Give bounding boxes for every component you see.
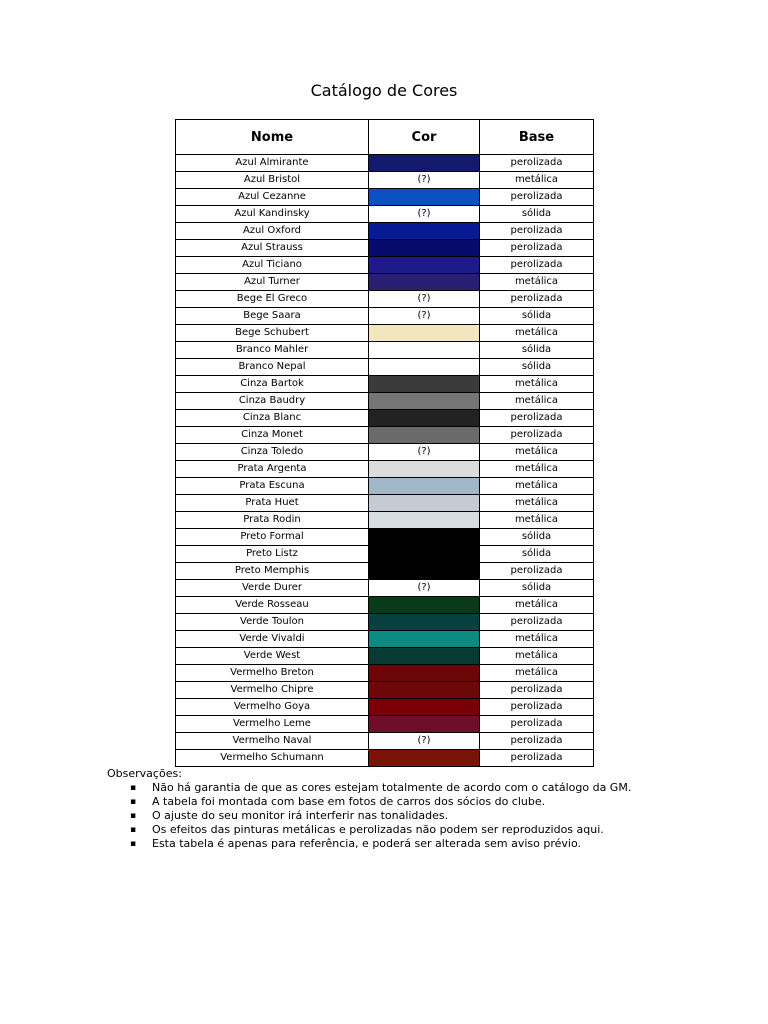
table-row	[176, 257, 594, 274]
table-row	[176, 325, 594, 342]
color-name-cell: Prata Huet	[176, 495, 369, 512]
base-type-cell: sólida	[480, 206, 594, 223]
color-name-cell: Azul Turner	[176, 274, 369, 291]
color-swatch-cell: (?)	[369, 444, 480, 461]
color-name-cell: Azul Bristol	[176, 172, 369, 189]
color-swatch-cell	[369, 716, 480, 733]
base-type-cell: metálica	[480, 631, 594, 648]
table-row	[176, 580, 594, 597]
color-name-cell: Verde Vivaldi	[176, 631, 369, 648]
color-swatch-cell	[369, 648, 480, 665]
table-row	[176, 631, 594, 648]
color-swatch-cell	[369, 189, 480, 206]
note-item: ▪ Esta tabela é apenas para referência, e poderá ser alterada sem aviso prévio.	[152, 837, 727, 851]
color-name-cell: Prata Rodin	[176, 512, 369, 529]
base-type-cell: perolizada	[480, 410, 594, 427]
color-name-cell: Branco Mahler	[176, 342, 369, 359]
color-swatch-cell: (?)	[369, 291, 480, 308]
table-row	[176, 359, 594, 376]
color-name-cell: Vermelho Schumann	[176, 750, 369, 767]
table-row	[176, 665, 594, 682]
color-name-cell: Preto Formal	[176, 529, 369, 546]
color-name-cell: Branco Nepal	[176, 359, 369, 376]
table-row	[176, 699, 594, 716]
color-swatch-cell	[369, 393, 480, 410]
color-swatch-cell	[369, 546, 480, 563]
note-item: ▪ O ajuste do seu monitor irá interferir nas tonalidades.	[152, 809, 727, 823]
color-name-cell: Bege Schubert	[176, 325, 369, 342]
base-type-cell: metálica	[480, 172, 594, 189]
color-name-cell: Verde Toulon	[176, 614, 369, 631]
color-swatch-cell	[369, 750, 480, 767]
color-name-cell: Vermelho Goya	[176, 699, 369, 716]
base-type-cell: metálica	[480, 597, 594, 614]
color-name-cell: Cinza Toledo	[176, 444, 369, 461]
color-swatch-cell	[369, 665, 480, 682]
color-swatch-cell	[369, 325, 480, 342]
color-swatch-cell	[369, 359, 480, 376]
notes-list	[107, 781, 727, 851]
base-type-cell: sólida	[480, 529, 594, 546]
color-swatch-cell	[369, 495, 480, 512]
table-row	[176, 342, 594, 359]
base-type-cell: metálica	[480, 495, 594, 512]
color-swatch-cell	[369, 427, 480, 444]
table-header-row	[176, 120, 594, 155]
base-type-cell: perolizada	[480, 189, 594, 206]
table-row	[176, 206, 594, 223]
color-name-cell: Verde Rosseau	[176, 597, 369, 614]
color-swatch-cell	[369, 274, 480, 291]
page-title: Catálogo de Cores	[310, 81, 458, 100]
color-swatch-cell	[369, 342, 480, 359]
color-name-cell: Azul Ticiano	[176, 257, 369, 274]
base-type-cell: perolizada	[480, 682, 594, 699]
color-catalog-table	[175, 119, 594, 767]
color-name-cell: Prata Argenta	[176, 461, 369, 478]
table-row	[176, 444, 594, 461]
table-row	[176, 291, 594, 308]
table-row	[176, 223, 594, 240]
table-row	[176, 529, 594, 546]
color-name-cell: Vermelho Naval	[176, 733, 369, 750]
base-type-cell: perolizada	[480, 257, 594, 274]
header-base: Base	[480, 120, 594, 155]
base-type-cell: sólida	[480, 342, 594, 359]
base-type-cell: perolizada	[480, 223, 594, 240]
base-type-cell: metálica	[480, 376, 594, 393]
base-type-cell: metálica	[480, 274, 594, 291]
color-name-cell: Azul Kandinsky	[176, 206, 369, 223]
color-swatch-cell	[369, 240, 480, 257]
base-type-cell: perolizada	[480, 563, 594, 580]
base-type-cell: metálica	[480, 461, 594, 478]
header-cor: Cor	[369, 120, 480, 155]
table-row	[176, 750, 594, 767]
color-swatch-cell	[369, 376, 480, 393]
color-name-cell: Azul Almirante	[176, 155, 369, 172]
base-type-cell: metálica	[480, 512, 594, 529]
color-name-cell: Azul Oxford	[176, 223, 369, 240]
notes-section	[107, 767, 727, 851]
base-type-cell: metálica	[480, 648, 594, 665]
color-swatch-cell: (?)	[369, 172, 480, 189]
color-swatch-cell	[369, 699, 480, 716]
color-swatch-cell: (?)	[369, 308, 480, 325]
color-swatch-cell	[369, 155, 480, 172]
color-name-cell: Vermelho Chipre	[176, 682, 369, 699]
base-type-cell: perolizada	[480, 614, 594, 631]
color-name-cell: Vermelho Breton	[176, 665, 369, 682]
base-type-cell: perolizada	[480, 699, 594, 716]
color-name-cell: Preto Listz	[176, 546, 369, 563]
base-type-cell: perolizada	[480, 750, 594, 767]
note-item: ▪ Não há garantia de que as cores estejam totalmente de acordo com o catálogo da GM.	[152, 781, 727, 795]
base-type-cell: metálica	[480, 665, 594, 682]
color-swatch-cell	[369, 461, 480, 478]
table-row	[176, 376, 594, 393]
base-type-cell: perolizada	[480, 716, 594, 733]
table-row	[176, 512, 594, 529]
notes-heading: Observações:	[107, 767, 182, 780]
base-type-cell: metálica	[480, 325, 594, 342]
color-name-cell: Bege El Greco	[176, 291, 369, 308]
base-type-cell: sólida	[480, 546, 594, 563]
color-name-cell: Cinza Bartok	[176, 376, 369, 393]
base-type-cell: perolizada	[480, 155, 594, 172]
table-row	[176, 716, 594, 733]
color-name-cell: Azul Strauss	[176, 240, 369, 257]
table-row	[176, 410, 594, 427]
table-row	[176, 240, 594, 257]
color-swatch-cell: (?)	[369, 206, 480, 223]
color-swatch-cell: (?)	[369, 580, 480, 597]
header-nome: Nome	[176, 120, 369, 155]
table-row	[176, 478, 594, 495]
color-name-cell: Cinza Blanc	[176, 410, 369, 427]
base-type-cell: sólida	[480, 308, 594, 325]
table-row	[176, 733, 594, 750]
base-type-cell: sólida	[480, 580, 594, 597]
color-swatch-cell	[369, 223, 480, 240]
color-swatch-cell: (?)	[369, 733, 480, 750]
color-name-cell: Bege Saara	[176, 308, 369, 325]
color-swatch-cell	[369, 614, 480, 631]
color-swatch-cell	[369, 563, 480, 580]
color-name-cell: Cinza Baudry	[176, 393, 369, 410]
table-row	[176, 172, 594, 189]
table-row	[176, 274, 594, 291]
color-name-cell: Preto Memphis	[176, 563, 369, 580]
table-row	[176, 461, 594, 478]
color-swatch-cell	[369, 529, 480, 546]
table-body	[176, 155, 594, 767]
table-row	[176, 614, 594, 631]
base-type-cell: metálica	[480, 393, 594, 410]
base-type-cell: perolizada	[480, 240, 594, 257]
table-row	[176, 189, 594, 206]
color-name-cell: Azul Cezanne	[176, 189, 369, 206]
color-swatch-cell	[369, 478, 480, 495]
table-row	[176, 563, 594, 580]
base-type-cell: metálica	[480, 478, 594, 495]
color-swatch-cell	[369, 512, 480, 529]
color-name-cell: Cinza Monet	[176, 427, 369, 444]
note-item: ▪ Os efeitos das pinturas metálicas e perolizadas não podem ser reproduzidos aqui.	[152, 823, 727, 837]
table-row	[176, 495, 594, 512]
color-swatch-cell	[369, 631, 480, 648]
color-name-cell: Prata Escuna	[176, 478, 369, 495]
table-row	[176, 597, 594, 614]
table-row	[176, 648, 594, 665]
color-swatch-cell	[369, 410, 480, 427]
color-swatch-cell	[369, 682, 480, 699]
color-name-cell: Verde West	[176, 648, 369, 665]
color-name-cell: Verde Durer	[176, 580, 369, 597]
base-type-cell: sólida	[480, 359, 594, 376]
base-type-cell: perolizada	[480, 733, 594, 750]
table-row	[176, 546, 594, 563]
table-row	[176, 682, 594, 699]
base-type-cell: perolizada	[480, 291, 594, 308]
base-type-cell: perolizada	[480, 427, 594, 444]
table-row	[176, 427, 594, 444]
color-swatch-cell	[369, 257, 480, 274]
table-row	[176, 308, 594, 325]
table-row	[176, 393, 594, 410]
note-item: ▪ A tabela foi montada com base em fotos de carros dos sócios do clube.	[152, 795, 727, 809]
color-swatch-cell	[369, 597, 480, 614]
base-type-cell: metálica	[480, 444, 594, 461]
color-name-cell: Vermelho Leme	[176, 716, 369, 733]
table-row	[176, 155, 594, 172]
